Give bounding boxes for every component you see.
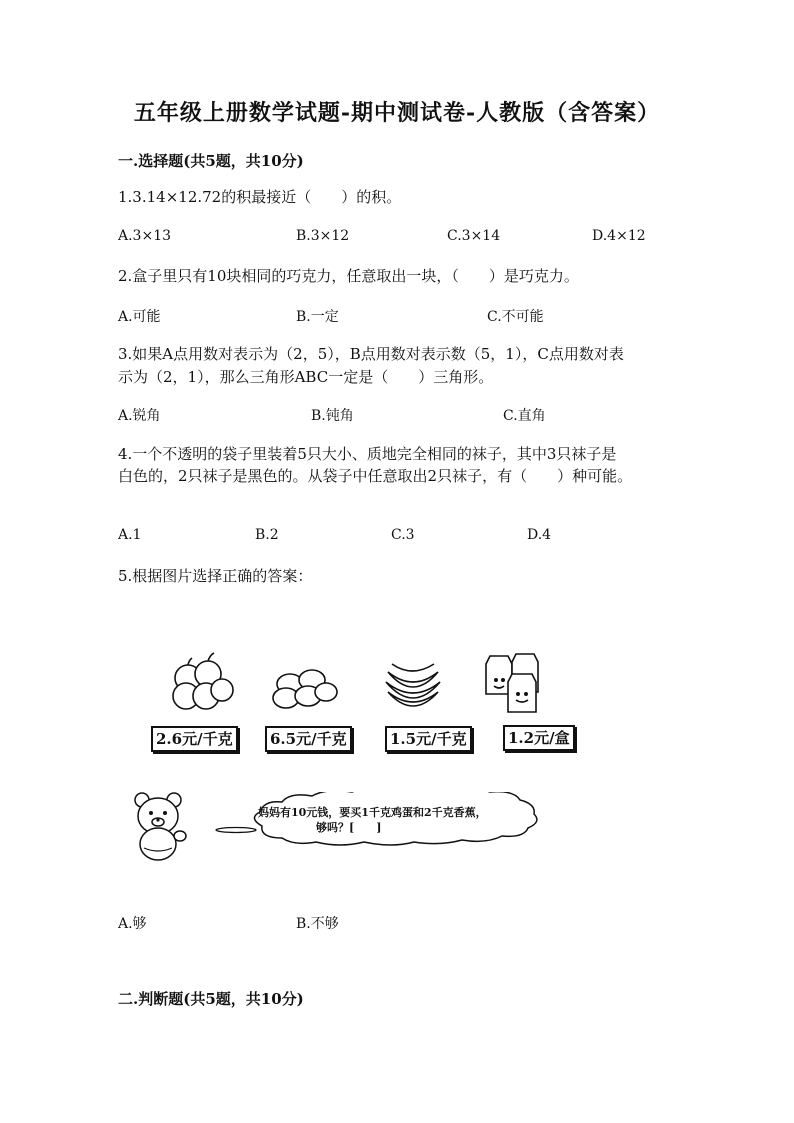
q4-option-d: D.4 [527, 527, 552, 543]
q1-option-c: C.3×14 [447, 228, 501, 244]
apples-icon [173, 653, 233, 709]
price-tag-bananas: 1.5元/千克 [385, 726, 472, 752]
q2-option-b: B.一定 [296, 309, 339, 325]
q5-option-b: B.不够 [296, 916, 339, 932]
question-4-line-2: 白色的，2只袜子是黑色的。从袋子中任意取出2只袜子，有（ ）种可能。 [118, 467, 633, 485]
page-title: 五年级上册数学试题-期中测试卷-人教版（含答案） [133, 100, 661, 126]
price-tag-milk: 1.2元/盒 [503, 725, 575, 751]
q2-option-c: C.不可能 [487, 309, 544, 325]
q3-option-b: B.钝角 [311, 408, 354, 424]
question-1: 1.3.14×12.72的积最接近（ ）的积。 [118, 188, 402, 206]
bananas-icon [386, 664, 440, 706]
question-3-line-2: 示为（2，1），那么三角形ABC一定是（ ）三角形。 [118, 368, 494, 386]
q4-option-a: A.1 [118, 527, 142, 543]
q1-option-a: A.3×13 [118, 228, 172, 244]
bubble-line-1: 妈妈有10元钱，要买1千克鸡蛋和2千克香蕉， [258, 806, 487, 819]
q1-option-b: B.3×12 [296, 228, 350, 244]
eggs-icon [273, 670, 337, 708]
bubble-line-2: 够吗？[ ] [316, 821, 382, 834]
q4-option-c: C.3 [391, 527, 415, 543]
products-illustration [160, 650, 560, 720]
speech-bubble [210, 792, 602, 848]
price-tag-eggs: 6.5元/千克 [265, 726, 352, 752]
q1-option-d: D.4×12 [592, 228, 646, 244]
price-tag-apples: 2.6元/千克 [151, 726, 238, 752]
section-2-heading: 二.判断题(共5题，共10分) [118, 990, 304, 1008]
q2-option-a: A.可能 [118, 309, 161, 325]
question-4-line-1: 4.一个不透明的袋子里装着5只大小、质地完全相同的袜子，其中3只袜子是 [118, 445, 617, 463]
section-1-heading: 一.选择题(共5题，共10分) [118, 152, 304, 170]
q5-option-a: A.够 [118, 916, 147, 932]
bear-icon [130, 790, 192, 862]
q3-option-c: C.直角 [503, 408, 546, 424]
question-5: 5.根据图片选择正确的答案： [118, 567, 313, 585]
q3-option-a: A.锐角 [118, 408, 161, 424]
question-2: 2.盒子里只有10块相同的巧克力，任意取出一块，（ ）是巧克力。 [118, 267, 579, 285]
milk-boxes-icon [486, 654, 538, 712]
q4-option-b: B.2 [255, 527, 279, 543]
question-3-line-1: 3.如果A点用数对表示为（2，5），B点用数对表示数（5，1），C点用数对表 [118, 345, 624, 363]
